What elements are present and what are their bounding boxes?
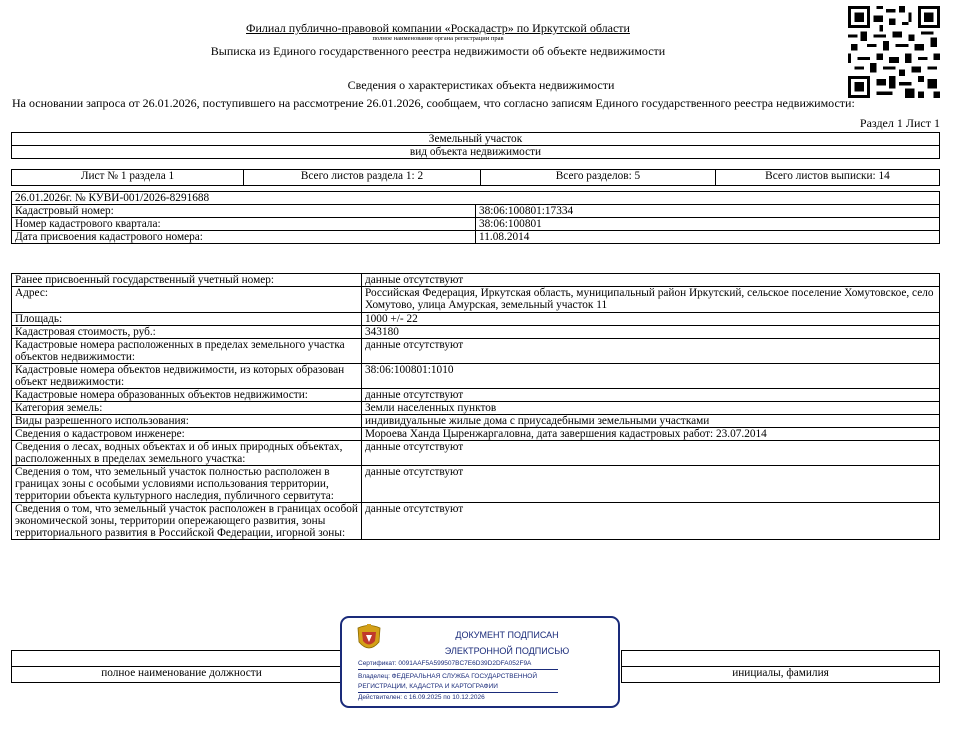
detail-label: Кадастровая стоимость, руб.:	[12, 326, 362, 339]
table-row	[12, 389, 940, 402]
name-caption: инициалы, фамилия	[622, 667, 940, 683]
electronic-signature-stamp	[340, 616, 620, 708]
request-basis: На основании запроса от 26.01.2026, поступившего на рассмотрение 26.01.2026, сообщаем, что согласно записям Единого государственного реестра недвижимости:	[12, 96, 855, 110]
coat-of-arms-icon	[352, 622, 386, 656]
table-row	[12, 205, 940, 218]
id-label: Номер кадастрового квартала:	[12, 218, 476, 231]
detail-value: данные отсутствуют	[362, 339, 940, 364]
table-row	[12, 313, 940, 326]
table-row	[12, 274, 940, 287]
characteristics-table	[11, 273, 940, 540]
document-number: 26.01.2026г. № КУВИ-001/2026-8291688	[12, 192, 940, 205]
table-row	[12, 218, 940, 231]
detail-label: Адрес:	[12, 287, 362, 313]
detail-label: Сведения о кадастровом инженере:	[12, 428, 362, 441]
detail-value: 343180	[362, 326, 940, 339]
table-row	[12, 503, 940, 540]
organization-caption: полное наименование органа регистрации прав	[372, 35, 504, 42]
sheet-number: Лист № 1 раздела 1	[12, 170, 244, 186]
detail-value: Мороева Ханда Цыренжаргаловна, дата завершения кадастровых работ: 23.07.2014	[362, 428, 940, 441]
stamp-line2: ЭЛЕКТРОННОЙ ПОДПИСЬЮ	[444, 646, 570, 656]
id-value: 38:06:100801	[476, 218, 940, 231]
section-heading: Сведения о характеристиках объекта недвижимости	[347, 78, 615, 92]
sections-count: Всего разделов: 5	[481, 170, 716, 186]
detail-label: Кадастровые номера объектов недвижимости, из которых образован объект недвижимости:	[12, 364, 362, 389]
table-row	[12, 428, 940, 441]
table-row	[12, 441, 940, 466]
detail-label: Сведения о том, что земельный участок расположен в границах особой экономической зоны, территории опережающего развития, зоны территориального развития в Российской Федерации, игорной зоны:	[12, 503, 362, 540]
stamp-valid: Действителен: с 16.09.2025 по 10.12.2026	[358, 694, 485, 701]
detail-label: Сведения о лесах, водных объектах и об иных природных объектах, расположенных в пределах земельного участка:	[12, 441, 362, 466]
detail-label: Кадастровые номера образованных объектов недвижимости:	[12, 389, 362, 402]
detail-label: Ранее присвоенный государственный учетный номер:	[12, 274, 362, 287]
total-sheets-count: Всего листов выписки: 14	[716, 170, 940, 186]
table-row	[12, 364, 940, 389]
organization-name: Филиал публично-правовой компании «Роскадастр» по Иркутской области	[246, 21, 630, 35]
detail-value: данные отсутствуют	[362, 466, 940, 503]
stamp-owner: Владелец: ФЕДЕРАЛЬНАЯ СЛУЖБА ГОСУДАРСТВЕННОЙ РЕГИСТРАЦИИ, КАДАСТРА И КАРТОГРАФИИ	[358, 673, 538, 690]
detail-value: данные отсутствуют	[362, 441, 940, 466]
detail-label: Виды разрешенного использования:	[12, 415, 362, 428]
table-row	[12, 287, 940, 313]
detail-label: Категория земель:	[12, 402, 362, 415]
detail-value: данные отсутствуют	[362, 389, 940, 402]
detail-value: Земли населенных пунктов	[362, 402, 940, 415]
table-row	[12, 402, 940, 415]
identifiers-table	[11, 191, 940, 244]
detail-label: Площадь:	[12, 313, 362, 326]
detail-value: 38:06:100801:1010	[362, 364, 940, 389]
document-title: Выписка из Единого государственного реестра недвижимости об объекте недвижимости	[210, 44, 666, 58]
id-label: Кадастровый номер:	[12, 205, 476, 218]
stamp-line1: ДОКУМЕНТ ПОДПИСАН	[455, 630, 559, 640]
detail-value: данные отсутствуют	[362, 274, 940, 287]
table-row	[12, 466, 940, 503]
detail-value: 1000 +/- 22	[362, 313, 940, 326]
stamp-certificate: Сертификат: 0091AAF5A599507BC7E6D39D2DFA052F9A	[358, 660, 532, 667]
id-label: Дата присвоения кадастрового номера:	[12, 231, 476, 244]
detail-label: Кадастровые номера расположенных в пределах земельного участка объектов недвижимости:	[12, 339, 362, 364]
position-caption: полное наименование должности	[12, 667, 352, 683]
table-row	[12, 339, 940, 364]
sheet-info-table	[11, 169, 940, 186]
object-type: Земельный участок	[12, 133, 940, 146]
section-sheet-label: Раздел 1 Лист 1	[859, 116, 940, 130]
detail-value: индивидуальные жилые дома с приусадебными земельными участками	[362, 415, 940, 428]
table-row	[12, 326, 940, 339]
table-row	[12, 415, 940, 428]
id-value: 11.08.2014	[476, 231, 940, 244]
id-value: 38:06:100801:17334	[476, 205, 940, 218]
object-type-table	[11, 132, 940, 159]
detail-value: данные отсутствуют	[362, 503, 940, 540]
detail-label: Сведения о том, что земельный участок полностью расположен в границах зоны с особыми условиями использования территории, территории объекта культурного наследия, публичного сервитута:	[12, 466, 362, 503]
object-type-caption: вид объекта недвижимости	[12, 146, 940, 159]
section-sheets-count: Всего листов раздела 1: 2	[244, 170, 481, 186]
detail-value: Российская Федерация, Иркутская область, муниципальный район Иркутский, сельское поселение Хомутовское, село Хомутово, улица Амурская, земельный участок 11	[362, 287, 940, 313]
table-row	[12, 231, 940, 244]
